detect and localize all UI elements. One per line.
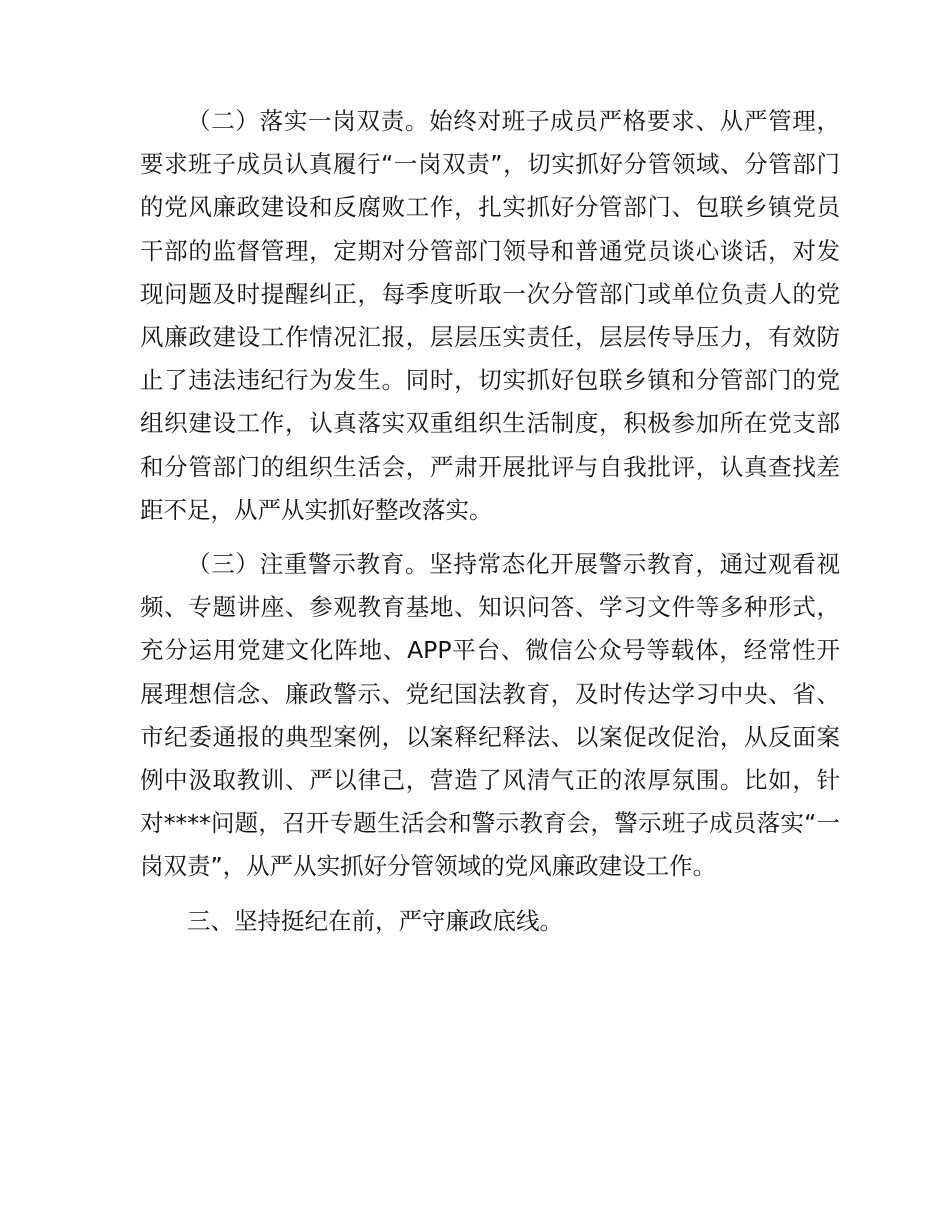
paragraph-responsibility: （二）落实一岗双责。始终对班子成员严格要求、从严管理，要求班子成员认真履行“一岗双责”，切实抓好分管领域、分管部门的党风廉政建设和反腐败工作，扎实抓好分管部门、包联乡镇党员干部的监督管理，定期对分管部门领导和普通党员谈心谈话，对发现问题及时提醒纠正，每季度听取一次分管部门或单位负责人的党风廉政建设工作情况汇报，层层压实责任，层层传导压力，有效防止了违法违纪行为发生。同时，切实抓好包联乡镇和分管部门的党组织建设工作，认真落实双重组织生活制度，积极参加所在党支部和分管部门的组织生活会，严肃开展批评与自我批评，认真查找差距不足，从严从实抓好整改落实。 (140, 107, 840, 524)
section-heading-discipline: 三、坚持挺纪在前，严守廉政底线。 (187, 906, 563, 935)
paragraph-warning-education: （三）注重警示教育。坚持常态化开展警示教育，通过观看视频、专题讲座、参观教育基地、知识问答、学习文件等多种形式，充分运用党建文化阵地、APP平台、微信公众号等载体，经常性开展理想信念、廉政警示、党纪国法教育，及时传达学习中央、省、市纪委通报的典型案例，以案释纪释法、以案促改促治，从反面案例中汲取教训、严以律己，营造了风清气正的浓厚氛围。比如，针对****问题，召开专题生活会和警示教育会，警示班子成员落实“一岗双责”，从严从实抓好分管领域的党风廉政建设工作。 (140, 550, 840, 881)
document-body (140, 100, 840, 954)
